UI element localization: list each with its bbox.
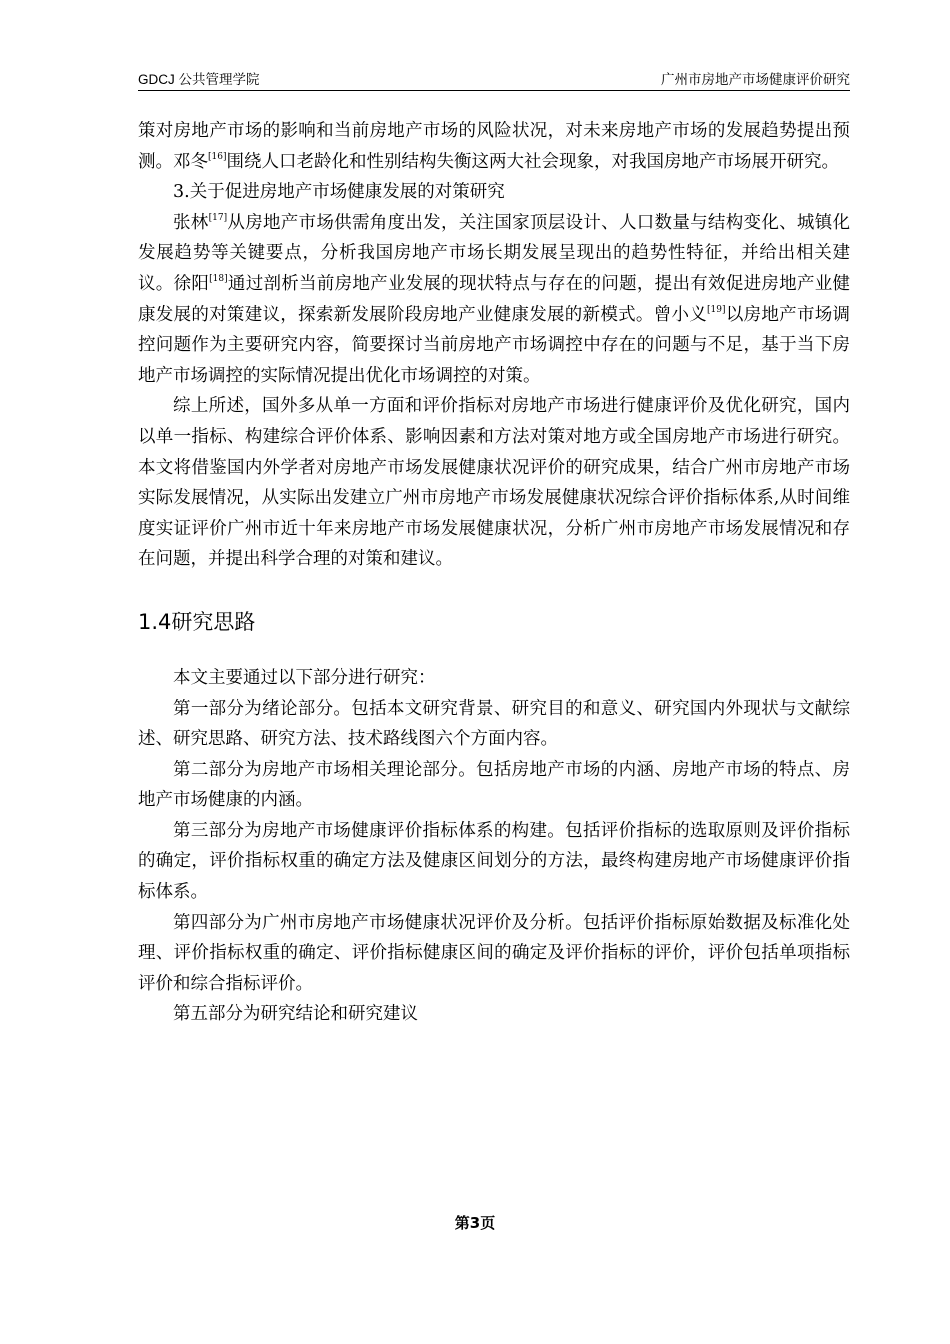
paragraph: 第二部分为房地产市场相关理论部分。包括房地产市场的内涵、房地产市场的特点、房地产市场健康的内涵。 [138, 759, 850, 811]
paragraph: 第五部分为研究结论和研究建议 [173, 1004, 418, 1025]
page-number: 第3页 [454, 1214, 496, 1232]
page-content [138, 116, 850, 1030]
paragraph: 第三部分为房地产市场健康评价指标体系的构建。包括评价指标的选取原则及评价指标的确定，评价指标权重的确定方法及健康区间划分的方法，最终构建房地产市场健康评价指标体系。 [138, 820, 850, 903]
paragraph: 策对房地产市场的影响和当前房地产市场的风险状况，对未来房地产市场的发展趋势提出预测。邓冬[16]围绕人口老龄化和性别结构失衡这两大社会现象，对我国房地产市场展开研究。 [138, 121, 850, 172]
citation: [16] [208, 151, 227, 162]
section-heading: 1.4研究思路 [138, 609, 256, 634]
paragraph: 第四部分为广州市房地产市场健康状况评价及分析。包括评价指标原始数据及标准化处理、评价指标权重的确定、评价指标健康区间的确定及评价指标的评价，评价包括单项指标评价和综合指标评价。 [138, 912, 850, 994]
paragraph: 本文主要通过以下部分进行研究： [173, 667, 436, 688]
header-school: GDCJ 公共管理学院 [138, 72, 260, 87]
citation: [19] [707, 304, 726, 315]
citation: [17] [208, 212, 228, 223]
paragraph: 第一部分为绪论部分。包括本文研究背景、研究目的和意义、研究国内外现状与文献综述、研究思路、研究方法、技术路线图六个方面内容。 [138, 698, 850, 750]
paragraph: 综上所述，国外多从单一方面和评价指标对房地产市场进行健康评价及优化研究，国内以单一指标、构建综合评价体系、影响因素和方法对策对地方或全国房地产市场进行研究。本文将借鉴国内外学者对房地产市场发展健康状况评价的研究成果，结合广州市房地产市场实际发展情况，从实际出发建立广州市房地产市场发展健康状况综合评价指标体系,从时间维度实证评价广州市近十年来房地产市场发展健康状况，分析广州市房地产市场发展情况和存在问题，并提出科学合理的对策和建议。 [138, 396, 850, 570]
paragraph: 张林[17]从房地产市场供需角度出发，关注国家顶层设计、人口数量与结构变化、城镇化发展趋势等关键要点，分析我国房地产市场长期发展呈现出的趋势性特征，并给出相关建议。徐阳[18]通过剖析当前房地产业发展的现状特点与存在的问题，提出有效促进房地产业健康发展的对策建议，探索新发展阶段房地产业健康发展的新模式。曾小义[19]以房地产市场调控问题作为主要研究内容，简要探讨当前房地产市场调控中存在的问题与不足，基于当下房地产市场调控的实际情况提出优化市场调控的对策。 [138, 212, 851, 386]
citation: [18] [209, 274, 228, 285]
page-header [138, 68, 850, 91]
subsection-title: 3.关于促进房地产市场健康发展的对策研究 [173, 182, 505, 203]
header-title: 广州市房地产市场健康评价研究 [661, 72, 850, 87]
